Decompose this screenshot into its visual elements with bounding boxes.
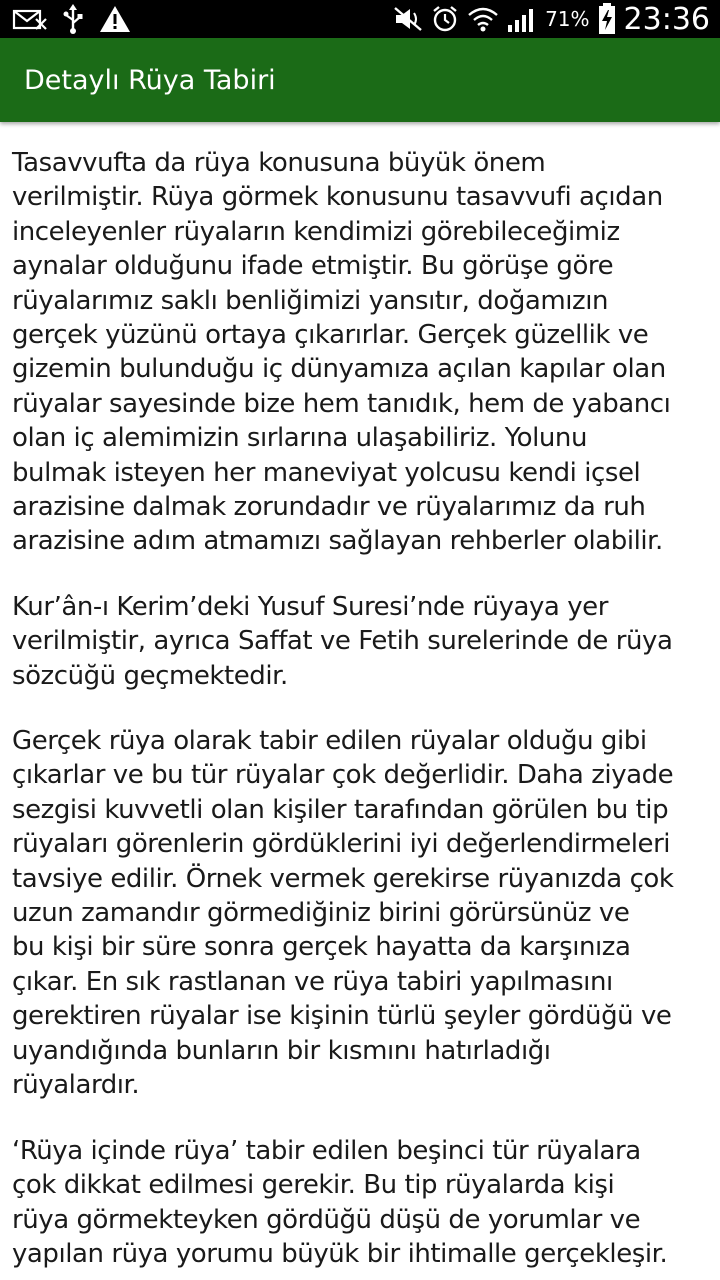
signal-icon <box>507 5 537 33</box>
app-title: Detaylı Rüya Tabiri <box>24 64 276 96</box>
battery-charging-icon <box>598 3 616 35</box>
status-bar <box>0 0 720 38</box>
wifi-icon <box>467 6 499 32</box>
system-icons <box>393 2 720 37</box>
mute-icon <box>393 6 423 32</box>
article-paragraph: ‘Rüya içinde rüya’ tabir edilen beşinci tür rüyalara çok dikkat edilmesi gerekir. Bu tip rüyalarda kişi rüya görmekteyken gördüğü düşü de yorumlar ve yapılan rüya yorumu büyük bir ihtimalle gerçekleşir. <box>12 1136 668 1270</box>
alarm-icon <box>431 5 459 33</box>
usb-icon <box>62 4 84 34</box>
article-paragraph: Tasavvufta da rüya konusuna büyük önem verilmiştir. Rüya görmek konusunu tasavvufi açıdan inceleyenler rüyaların kendimizi görebileceğimiz aynalar olduğunu ifade etmiştir. Bu görüşe göre rüyalarımız saklı benliğimizi yansıtır, doğamızın gerçek yüzünü ortaya çıkarırlar. Gerçek güzellik ve gizemin bulunduğu iç dünyamıza açılan kapılar olan rüyalar sayesinde bize hem tanıdık, hem de yabancı olan iç alemimizin sırlarına ulaşabiliriz. Yolunu bulmak isteyen her maneviyat yolcusu kendi içsel arazisine dalmak zorundadır ve rüyalarımız da ruh arazisine adım atmamızı sağlayan rehberler olabilir. <box>12 148 671 557</box>
article-content[interactable] <box>0 122 720 1280</box>
notification-icons <box>0 4 132 34</box>
clock: 23:36 <box>623 1 710 37</box>
article-paragraph: Gerçek rüya olarak tabir edilen rüyalar olduğu gibi çıkarlar ve bu tür rüyalar çok değerlidir. Daha ziyade sezgisi kuvvetli olan kişiler tarafından görülen bu tip rüyaları görenlerin gördüklerini iyi değerlendirmeleri tavsiye edilir. Örnek vermek gerekirse rüyanızda çok uzun zamandır görmediğiniz birini görürsünüz ve bu kişi bir süre sonra gerçek hayatta da karşınıza çıkar. En sık rastlanan ve rüya tabiri yapılmasını gerektiren rüyalar ise kişinin türlü şeyler gördüğü ve uyandığında bunların bir kısmını hatırladığı rüyalardır. <box>12 726 674 1101</box>
warning-icon <box>98 4 132 34</box>
battery-percent: 71% <box>545 7 590 31</box>
app-bar <box>0 38 720 122</box>
email-icon <box>12 7 48 31</box>
article-paragraph: Kur’ân-ı Kerim’deki Yusuf Suresi’nde rüyaya yer verilmiştir, ayrıca Saffat ve Fetih surelerinde de rüya sözcüğü geçmektedir. <box>12 592 673 691</box>
